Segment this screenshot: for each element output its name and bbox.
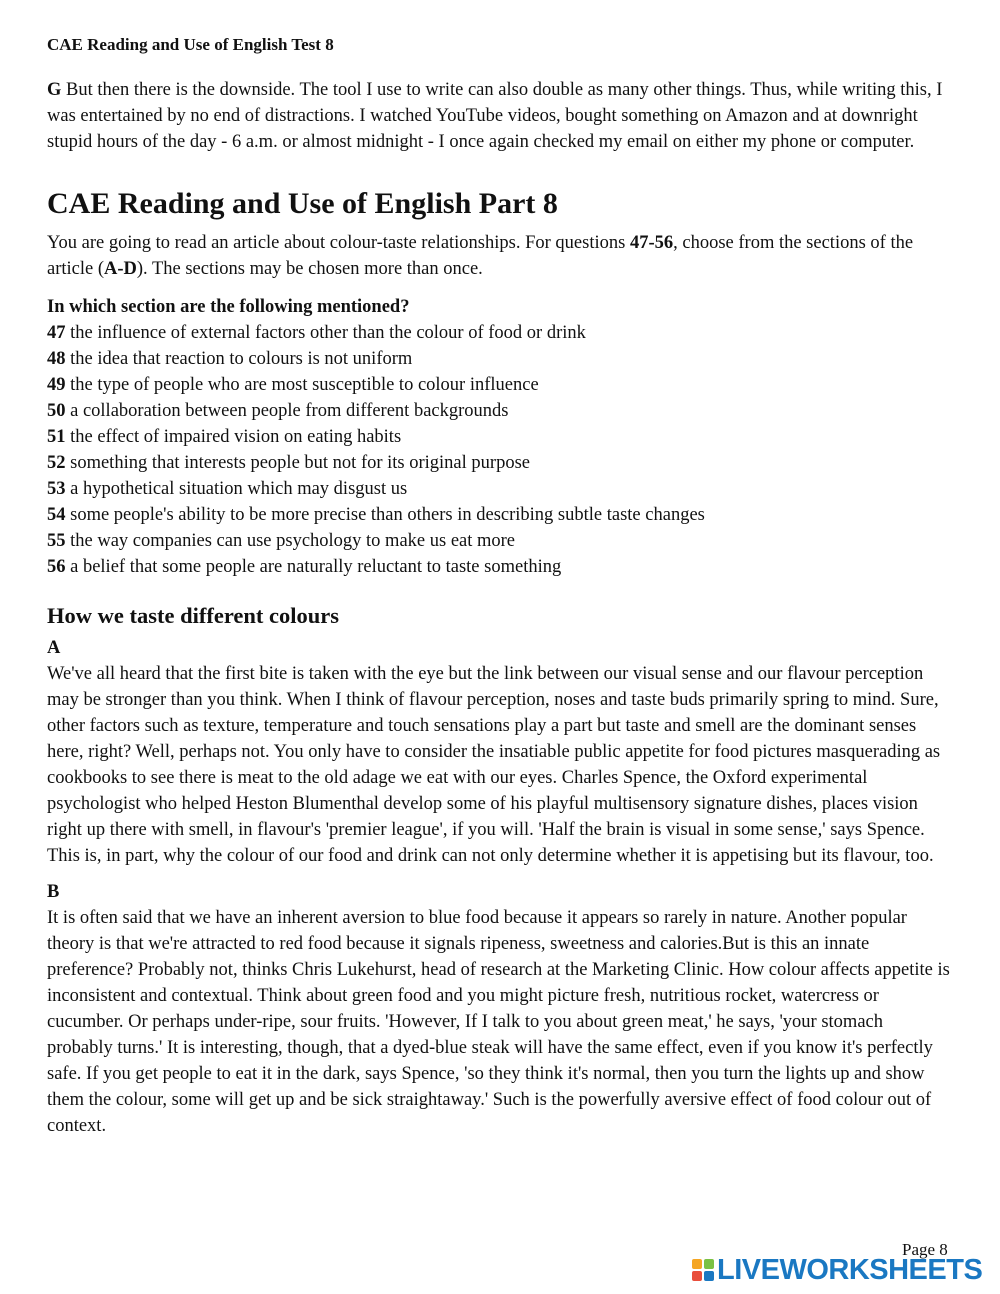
question-number: 48: [47, 349, 66, 369]
intro-question-range: 47-56: [629, 233, 674, 253]
question-item: [47, 398, 952, 424]
section-g-letter: G: [47, 80, 62, 100]
document-page: [47, 34, 952, 1149]
intro-text-1: You are going to read an article about colour-taste relationships. For questions: [47, 233, 630, 253]
question-item: [47, 450, 952, 476]
question-number: 50: [47, 401, 66, 421]
liveworksheets-logo-icon: [692, 1259, 714, 1281]
question-item: [47, 320, 952, 346]
section-text: It is often said that we have an inherent aversion to blue food because it appears so rarely in nature. Another popular theory is that we're attracted to red food because it signals ripeness, sweetness and calories.But is this an innate preference? Probably not, thinks Chris Lukehurst, head of research at the Marketing Clinic. How colour affects appetite is inconsistent and contextual. Think about green food and you might picture fresh, nutritious rocket, watercress or cucumber. Or perhaps under-ripe, sour fruits. 'However, If I talk to you about green meat,' he says, 'your stomach probably turns.' It is interesting, though, that a dyed-blue steak will have the same effect, even if you know it's perfectly safe. If you get people to eat it in the dark, says Spence, 'so they think it's normal, then you turn the lights up and show them the colour, some will get up and be sick straightaway.' Such is the powerfully aversive effect of food colour out of context.: [47, 908, 950, 1136]
section-letter: A: [47, 638, 61, 658]
question-item: [47, 554, 952, 580]
question-text: the influence of external factors other than the colour of food or drink: [65, 323, 586, 343]
intro-text-2: , choose from the sections of the article (: [47, 233, 914, 279]
question-item: [47, 528, 952, 554]
question-item: [47, 476, 952, 502]
document-header: CAE Reading and Use of English Test 8: [47, 35, 334, 54]
question-text: some people's ability to be more precise than others in describing subtle taste changes: [65, 505, 705, 525]
question-item: [47, 346, 952, 372]
question-number: 55: [47, 531, 66, 551]
question-number: 49: [47, 375, 66, 395]
question-text: the type of people who are most susceptible to colour influence: [65, 375, 539, 395]
article-section-a: [47, 635, 952, 869]
article-title: How we taste different colours: [47, 603, 340, 628]
page-number: Page 8: [902, 1240, 948, 1259]
question-item: [47, 424, 952, 450]
question-text: the effect of impaired vision on eating habits: [65, 427, 402, 447]
question-text: something that interests people but not for its original purpose: [65, 453, 530, 473]
question-list: [47, 320, 952, 580]
question-text: a collaboration between people from different backgrounds: [65, 401, 509, 421]
section-letter: B: [47, 882, 60, 902]
article-section-b: [47, 879, 952, 1139]
section-g-text: But then there is the downside. The tool I use to write can also double as many other things. Thus, while writing this, I was entertained by no end of distractions. I watched YouTube videos, bought something on Amazon and at downright stupid hours of the day - 6 a.m. or almost midnight - I once again checked my email on either my phone or computer.: [47, 80, 943, 152]
instructions: [47, 230, 952, 282]
intro-section-letters: A-D: [104, 259, 137, 279]
question-number: 47: [47, 323, 66, 343]
question-text: the way companies can use psychology to make us eat more: [65, 531, 516, 551]
logo-square-icon: [704, 1271, 714, 1281]
section-g-paragraph: [47, 77, 952, 155]
question-number: 54: [47, 505, 66, 525]
question-number: 52: [47, 453, 66, 473]
question-text: a hypothetical situation which may disgust us: [65, 479, 408, 499]
liveworksheets-logo-text: LIVEWORKSHEETS: [717, 1253, 983, 1286]
part-title: CAE Reading and Use of English Part 8: [47, 187, 558, 220]
question-number: 56: [47, 557, 66, 577]
question-item: [47, 502, 952, 528]
question-number: 51: [47, 427, 66, 447]
question-number: 53: [47, 479, 66, 499]
question-text: a belief that some people are naturally reluctant to taste something: [65, 557, 562, 577]
section-text: We've all heard that the first bite is taken with the eye but the link between our visual sense and our flavour perception may be stronger than you think. When I think of flavour perception, noses and taste buds primarily spring to mind. Sure, other factors such as texture, temperature and touch sensations play a part but taste and smell are the dominant senses here, right? Well, perhaps not. You only have to consider the insatiable public appetite for food pictures masquerading as cookbooks to see there is meat to the old adage we eat with our eyes. Charles Spence, the Oxford experimental psychologist who helped Heston Blumenthal develop some of his playful multisensory signature dishes, places vision right up there with smell, in flavour's 'premier league', if you will. 'Half the brain is visual in some sense,' says Spence. This is, in part, why the colour of our food and drink can not only determine whether it is appetising but its flavour, too.: [47, 664, 941, 866]
question-heading: In which section are the following mentioned?: [47, 297, 410, 317]
liveworksheets-logo: [692, 1254, 982, 1286]
question-text: the idea that reaction to colours is not uniform: [65, 349, 413, 369]
logo-square-icon: [692, 1259, 702, 1269]
question-item: [47, 372, 952, 398]
logo-square-icon: [704, 1259, 714, 1269]
intro-text-3: ). The sections may be chosen more than once.: [136, 259, 483, 279]
logo-square-icon: [692, 1271, 702, 1281]
